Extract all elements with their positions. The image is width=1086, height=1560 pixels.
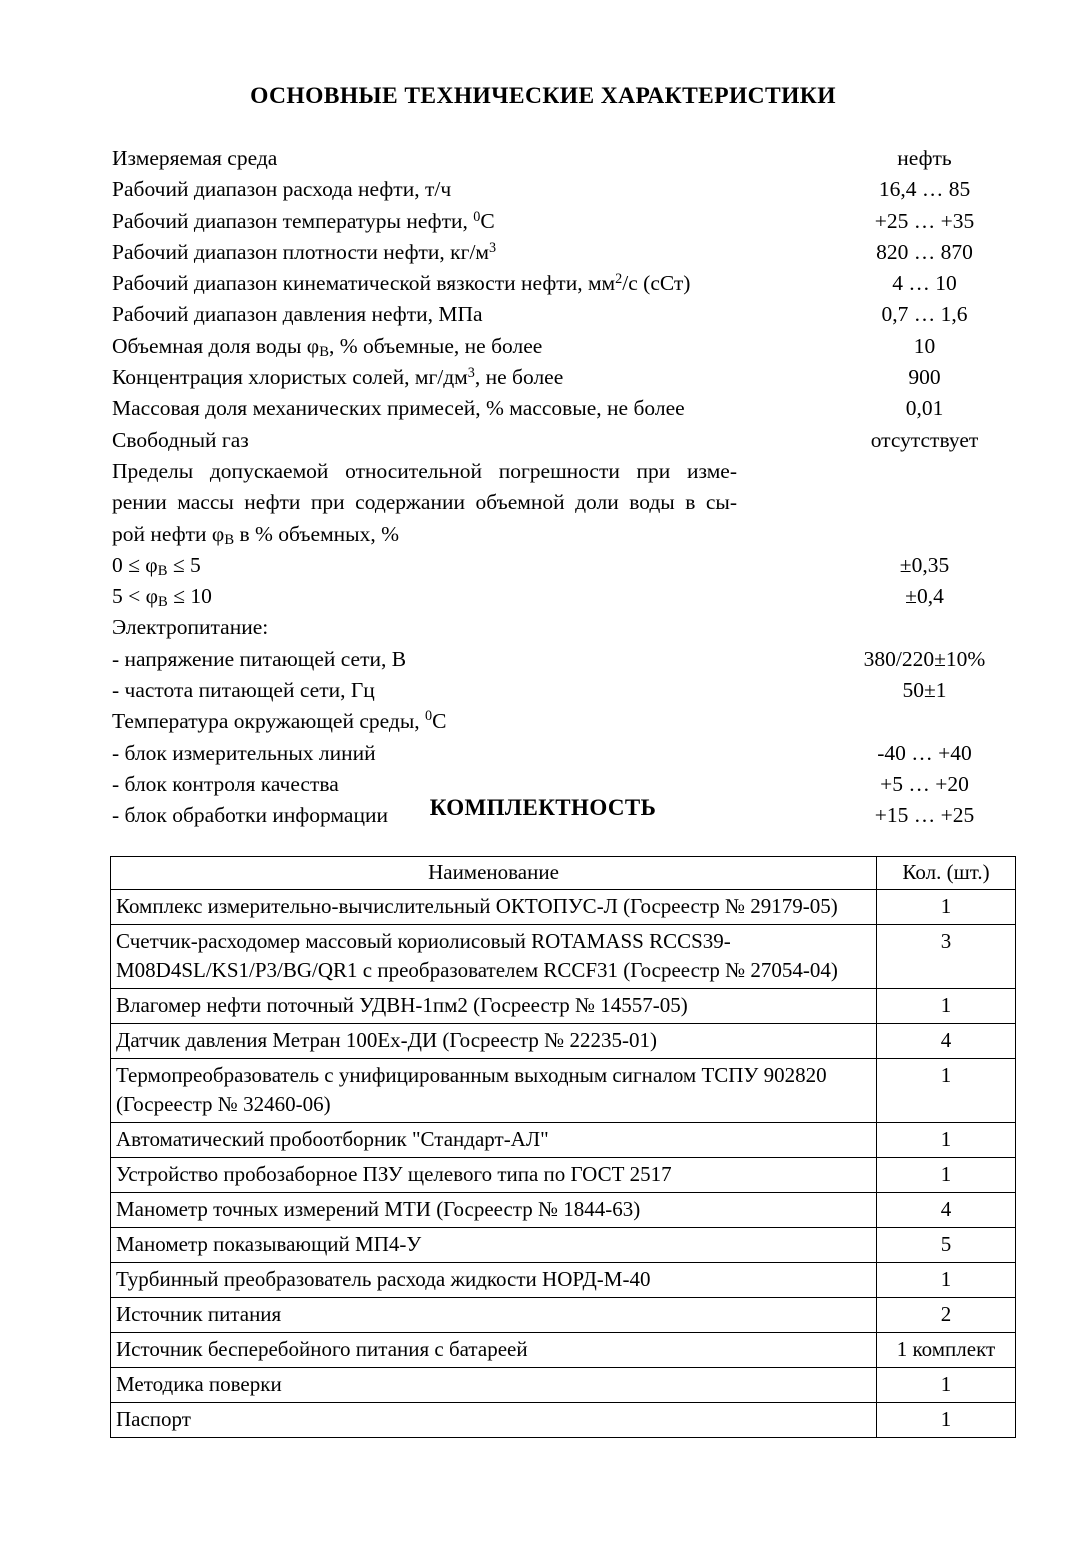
kit-item-name: Термопреобразователь с унифицированным выходным сигналом ТСПУ 902820 (Госреестр № 32460-06): [111, 1059, 877, 1123]
spec-value: ±0,35: [899, 552, 950, 577]
spec-value: 16,4 … 85: [878, 177, 971, 202]
kit-item-quantity: 3: [877, 925, 1016, 989]
table-row: [111, 1158, 1016, 1193]
kit-item-name: Автоматический пробоотборник "Стандарт-АЛ": [111, 1123, 877, 1158]
spec-value: 10: [913, 333, 936, 358]
spec-label: Рабочий диапазон температуры нефти, $^0$С: [112, 208, 495, 233]
spec-value: 0,01: [905, 396, 944, 421]
ambient-temperature-row: [112, 738, 1022, 769]
specifications-heading: ОСНОВНЫЕ ТЕХНИЧЕСКИЕ ХАРАКТЕРИСТИКИ: [250, 83, 836, 109]
accuracy-row: [112, 581, 1022, 612]
spec-value: отсутствует: [870, 427, 979, 452]
spec-label: Измеряемая среда: [112, 146, 278, 170]
kit-item-quantity: 1: [877, 989, 1016, 1024]
table-row: [111, 1263, 1016, 1298]
spec-label: $5 < \varphi_В \le 10$: [112, 584, 212, 611]
kit-item-quantity: 1: [877, 1263, 1016, 1298]
spec-value: нефть: [897, 146, 952, 170]
table-row: [111, 1193, 1016, 1228]
kit-item-name: Манометр точных измерений МТИ (Госреестр № 1844-63): [111, 1193, 877, 1228]
accuracy-value-rows: [112, 550, 1022, 613]
kit-item-name: Турбинный преобразователь расхода жидкости НОРД-М-40: [111, 1263, 877, 1298]
accuracy-line-2: рении массы нефти при содержании объемной доли воды в сы-: [112, 490, 737, 515]
kit-item-quantity: 1: [877, 890, 1016, 925]
spec-label: Свободный газ: [112, 427, 249, 452]
specification-row: [112, 331, 1022, 362]
specifications-list: [112, 143, 1022, 832]
spec-label: Рабочий диапазон давления нефти, МПа: [112, 302, 483, 327]
kit-item-quantity: 1: [877, 1123, 1016, 1158]
spec-value: +5 … +20: [880, 771, 969, 796]
table-row: [111, 1123, 1016, 1158]
specification-row: [112, 393, 1022, 424]
specification-row: [112, 174, 1022, 205]
table-row: [111, 1228, 1016, 1263]
table-row: [111, 1298, 1016, 1333]
power-supply-heading: Электропитание:: [112, 615, 269, 640]
kit-item-quantity: 5: [877, 1228, 1016, 1263]
spec-value: 4 … 10: [892, 271, 957, 296]
spec-value: 0,7 … 1,6: [881, 302, 968, 327]
spec-label: $0 \le \varphi_В \le 5$: [112, 552, 201, 580]
kit-item-name: Методика поверки: [111, 1368, 877, 1403]
column-header-qty: Кол. (шт.): [877, 857, 1016, 890]
kit-item-name: Паспорт: [111, 1403, 877, 1438]
specification-row: [112, 268, 1022, 299]
kit-item-quantity: 2: [877, 1298, 1016, 1333]
spec-label: Массовая доля механических примесей, % массовые, не более: [112, 396, 685, 421]
spec-label: - блок обработки информации: [112, 803, 388, 828]
specification-row: [112, 237, 1022, 268]
power-supply-row: [112, 644, 1022, 675]
spec-label: - напряжение питающей сети, В: [112, 646, 407, 671]
kit-item-name: Влагомер нефти поточный УДВН-1пм2 (Госреестр № 14557-05): [111, 989, 877, 1024]
spec-value: -40 … +40: [877, 740, 972, 765]
kit-item-name: Комплекс измерительно-вычислительный ОКТОПУС-Л (Госреестр № 29179-05): [111, 890, 877, 925]
specification-row: [112, 362, 1022, 393]
kit-item-quantity: 1 комплект: [877, 1333, 1016, 1368]
table-row: [111, 1333, 1016, 1368]
spec-label: Рабочий диапазон кинематической вязкости нефти, $мм^2/с$ (сСт): [112, 271, 691, 296]
power-supply-row: [112, 675, 1022, 706]
kit-item-quantity: 1: [877, 1059, 1016, 1123]
specification-row: [112, 143, 1022, 174]
accuracy-line-3: рой нефти $\varphi_В$ в % объемных, %: [112, 521, 400, 548]
accuracy-line-1: Пределы допускаемой относительной погрешности при изме-: [112, 458, 737, 483]
kit-item-quantity: 4: [877, 1024, 1016, 1059]
accuracy-row: [112, 550, 1022, 581]
spec-value: ±0,4: [905, 584, 944, 609]
power-supply-rows: [112, 644, 1022, 707]
table-row: [111, 1059, 1016, 1123]
table-row: [111, 1403, 1016, 1438]
spec-label: Рабочий диапазон расхода нефти, т/ч: [112, 177, 452, 202]
kit-item-quantity: 1: [877, 1158, 1016, 1193]
table-row: [111, 989, 1016, 1024]
table-row: [111, 1024, 1016, 1059]
spec-value: 820 … 870: [876, 239, 973, 264]
specification-row: [112, 425, 1022, 456]
table-header-row: [111, 857, 1016, 890]
specification-row: [112, 299, 1022, 330]
accuracy-description: [112, 456, 737, 550]
kit-item-quantity: 1: [877, 1403, 1016, 1438]
spec-value: 900: [908, 365, 941, 390]
kit-item-name: Манометр показывающий МП4-У: [111, 1228, 877, 1263]
spec-value: 50±1: [902, 678, 947, 703]
kit-heading: КОМПЛЕКТНОСТЬ: [429, 795, 657, 820]
table-row: [111, 1368, 1016, 1403]
spec-value: 380/220±10%: [863, 646, 986, 671]
kit-item-quantity: 1: [877, 1368, 1016, 1403]
spec-label: Рабочий диапазон плотности нефти, $кг/м^3$: [112, 239, 497, 264]
spec-value: +15 … +25: [874, 803, 975, 828]
table-row: [111, 925, 1016, 989]
table-row: [111, 890, 1016, 925]
ambient-temperature-heading: Температура окружающей среды, $^0$С: [112, 708, 447, 734]
kit-item-name: Счетчик-расходомер массовый кориолисовый ROTAMASS RCCS39-M08D4SL/KS1/P3/BG/QR1 с преобразователем RCCF31 (Госреестр № 27054-04): [111, 925, 877, 989]
spec-label: Концентрация хлористых солей, $мг/дм^3$, не более: [112, 364, 564, 390]
column-header-name: Наименование: [111, 857, 877, 890]
specification-rows: [112, 143, 1022, 456]
kit-table: [110, 856, 1016, 1438]
kit-item-name: Источник питания: [111, 1298, 877, 1333]
specification-row: [112, 206, 1022, 237]
spec-value: +25 … +35: [874, 208, 975, 233]
kit-item-name: Источник бесперебойного питания с батареей: [111, 1333, 877, 1368]
spec-label: - частота питающей сети, Гц: [112, 678, 375, 703]
kit-table-body: [111, 890, 1016, 1438]
kit-item-name: Датчик давления Метран 100Ех-ДИ (Госреестр № 22235-01): [111, 1024, 877, 1059]
spec-label: - блок измерительных линий: [112, 740, 376, 765]
spec-label: Объемная доля воды $\varphi_В$, % объемные, не более: [112, 333, 543, 360]
kit-item-name: Устройство пробозаборное ПЗУ щелевого типа по ГОСТ 2517: [111, 1158, 877, 1193]
kit-item-quantity: 4: [877, 1193, 1016, 1228]
spec-label: - блок контроля качества: [112, 771, 339, 796]
